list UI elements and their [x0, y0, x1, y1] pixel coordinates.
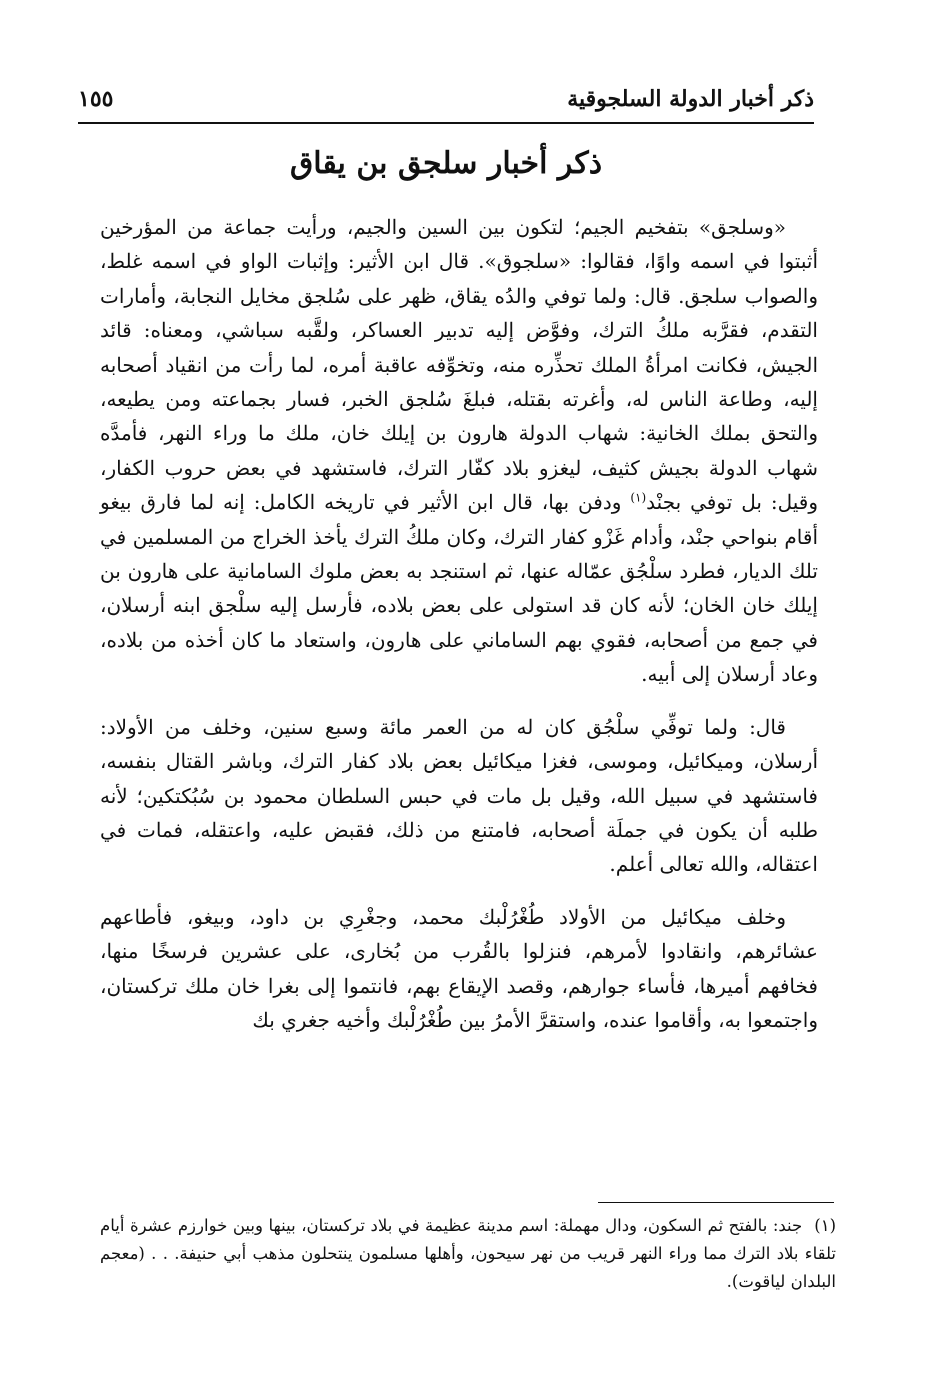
body-text	[100, 210, 818, 1055]
paragraph-1-text-after: ودفن بها، قال ابن الأثير في تاريخه الكامل: إنه لما فارق بيغو أقام بنواحي جنْد، وأدام غَزْو كفار الترك، وكان ملكُ الترك يأخذ الخراج من المسلمين في تلك الديار، فطرد سلْجُق عمّاله عنها، ثم استنجد به بعض ملوك السامانية على هارون بن إيلك خان الخان؛ لأنه كان قد استولى على بعض بلاده، فأرسل إليه سلْجق ابنه أرسلان، في جمع من أصحابه، فقوي بهم الساماني على هارون، واستعاد ما كان أخذه من بلاده، وعاد أرسلان إلى أبيه.	[100, 490, 818, 687]
footnote-text: جند: بالفتح ثم السكون، ودال مهملة: اسم مدينة عظيمة في بلاد تركستان، بينها وبين خوارزم عشرة أيام تلقاء بلاد الترك مما وراء النهر قريب من نهر سيحون، وأهلها مسلمون ينتحلون مذهب أبي حنيفة. . . (معجم البلدان لياقوت).	[100, 1216, 836, 1291]
chapter-title: ذكر أخبار سلجق بن يقاق	[289, 146, 603, 181]
paragraph-1	[100, 210, 818, 692]
page-number: ١٥٥	[78, 86, 114, 112]
footnote-divider	[598, 1202, 834, 1203]
page-header	[78, 84, 814, 124]
running-title: ذكر أخبار الدولة السلجوقية	[567, 86, 814, 112]
footnote	[100, 1212, 836, 1296]
paragraph-1-text-before: «وسلجق» بتفخيم الجيم؛ لتكون بين السين والجيم، ورأيت جماعة من المؤرخين أثبتوا في اسمه واوًا، فقالوا: «سلجوق». قال ابن الأثير: وإثبات الواو في اسمه غلط، والصواب سلجق. قال: ولما توفي والدُه يقاق، ظهر على سُلجق مخايل النجابة، وأمارات التقدم، فقرَّبه ملكُ الترك، وفوَّض إليه تدبير العساكر، ولقَّبه سباشي، ومعناه: قائد الجيش، فكانت امرأةُ الملك تحذِّره منه، وتخوِّفه عاقبة أمره، لما رأت من انقياد أصحابه إليه، وطاعة الناس له، وأغرته بقتله، فبلغَ سُلجق الخبر، فسار بجماعته ومن يطيعه، والتحق بملك الخانية: شهاب الدولة هارون بن إيلك خان، ملك ما وراء النهر، فأمدَّه شهاب الدولة بجيش كثيف، ليغزو بلاد كفّار الترك، فاستشهد في بعض حروب الكفار، وقيل: بل توفي بجنْد	[100, 215, 819, 515]
paragraph-2: قال: ولما توفِّي سلْجُق كان له من العمر مائة وسبع سنين، وخلف من الأولاد: أرسلان، وميكائيل، وموسى، فغزا ميكائيل بعض بلاد كفار الترك، وباشر القتال بنفسه، فاستشهد في سبيل الله، وقيل بل مات في حبس السلطان محمود بن سُبُكتكين؛ لأنه طلبه أن يكون في جملَة أصحابه، فامتنع من ذلك، فقبض عليه، واعتقله، فمات في اعتقاله، والله تعالى أعلم.	[100, 714, 818, 877]
footnote-marker: (١)	[814, 1216, 836, 1235]
footnote-reference: (١)	[630, 490, 647, 505]
paragraph-3: وخلف ميكائيل من الأولاد طُغْرُلْبك محمد، وجغْرِي بن داود، وبيغو، فأطاعهم عشائرهم، وانقادوا لأمرهم، فنزلوا بالقُرب من بُخارى، على عشرين فرسخًا منها، فخافهم أميرها، فأساء جوارهم، وقصد الإيقاع بهم، فانتموا إلى بغرا خان ملك تركستان، واجتمعوا به، وأقاموا عنده، واستقرَّ الأمرُ بين طُغْرُلْبك وأخيه جغري بك	[100, 904, 818, 1032]
